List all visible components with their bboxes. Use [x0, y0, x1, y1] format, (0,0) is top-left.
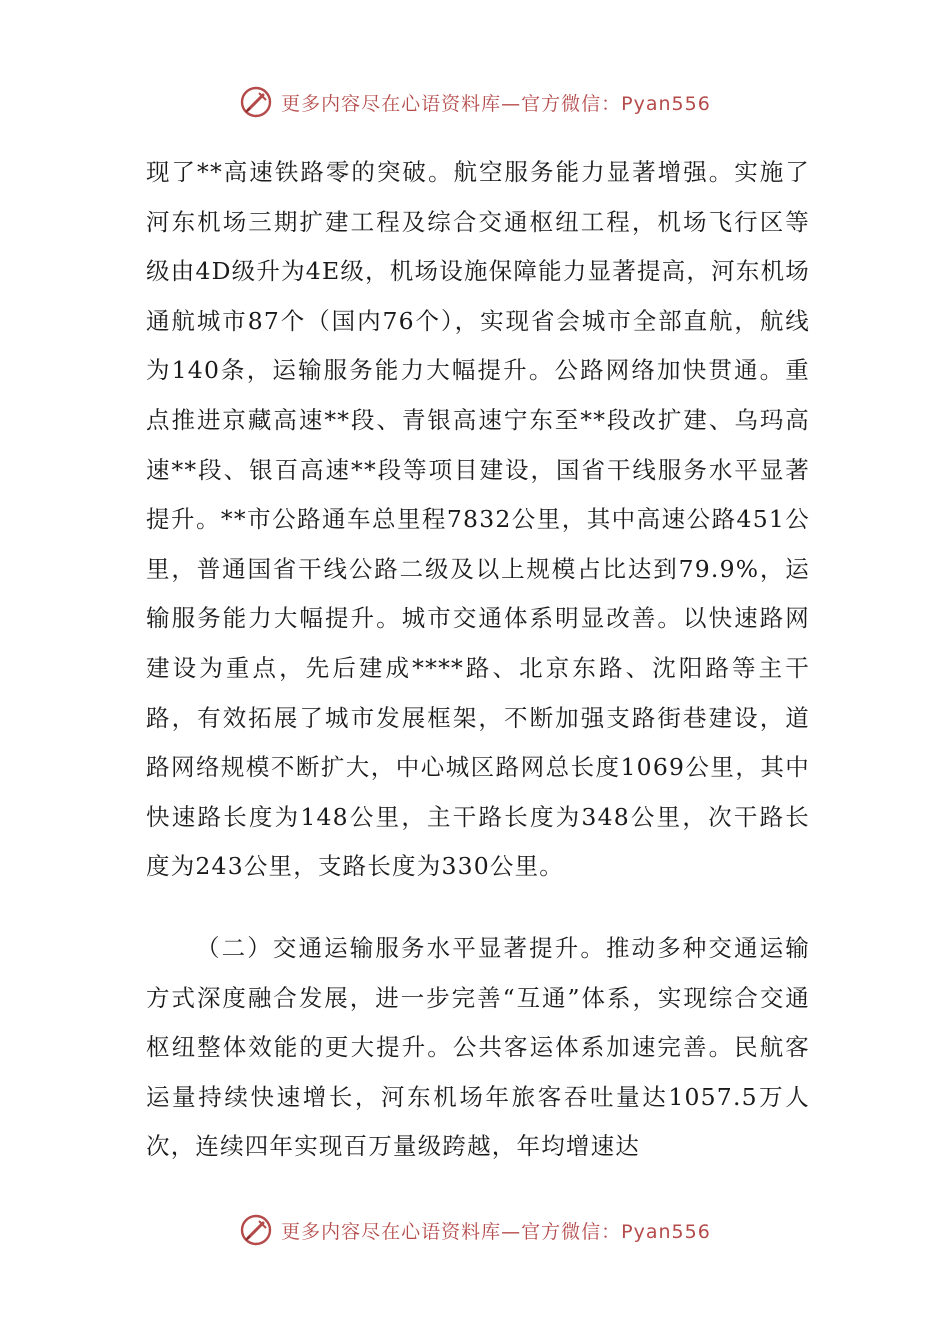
footer-banner [0, 1210, 950, 1250]
paragraph-2: （二）交通运输服务水平显著提升。推动多种交通运输方式深度融合发展，进一步完善“互通”体系，实现综合交通枢纽整体效能的更大提升。公共客运体系加速完善。民航客运量持续快速增长，河东机场年旅客吞吐量达1057.5万人次，连续四年实现百万量级跨越，年均增速达 [146, 933, 810, 1161]
header-banner [0, 82, 950, 122]
pen-logo-icon [239, 85, 273, 119]
document-body [146, 148, 810, 1172]
paragraph-1: 现了**高速铁路零的突破。航空服务能力显著增强。实施了河东机场三期扩建工程及综合交通枢纽工程，机场飞行区等级由4D级升为4E级，机场设施保障能力显著提高，河东机场通航城市87个（国内76个），实现省会城市全部直航，航线为140条，运输服务能力大幅提升。公路网络加快贯通。重点推进京藏高速**段、青银高速宁东至**段改扩建、乌玛高速**段、银百高速**段等项目建设，国省干线服务水平显著提升。**市公路通车总里程7832公里，其中高速公路451公里，普通国省干线公路二级及以上规模占比达到79.9%，运输服务能力大幅提升。城市交通体系明显改善。以快速路网建设为重点，先后建成****路、北京东路、沈阳路等主干路，有效拓展了城市发展框架，不断加强支路街巷建设，道路网络规模不断扩大，中心城区路网总长度1069公里，其中快速路长度为148公里，主干路长度为348公里，次干路长度为243公里，支路长度为330公里。 [146, 158, 810, 881]
header-banner-text: 更多内容尽在心语资料库—官方微信：Pyan556 [281, 92, 711, 115]
footer-banner-text: 更多内容尽在心语资料库—官方微信：Pyan556 [281, 1220, 711, 1243]
pen-logo-icon [239, 1213, 273, 1247]
